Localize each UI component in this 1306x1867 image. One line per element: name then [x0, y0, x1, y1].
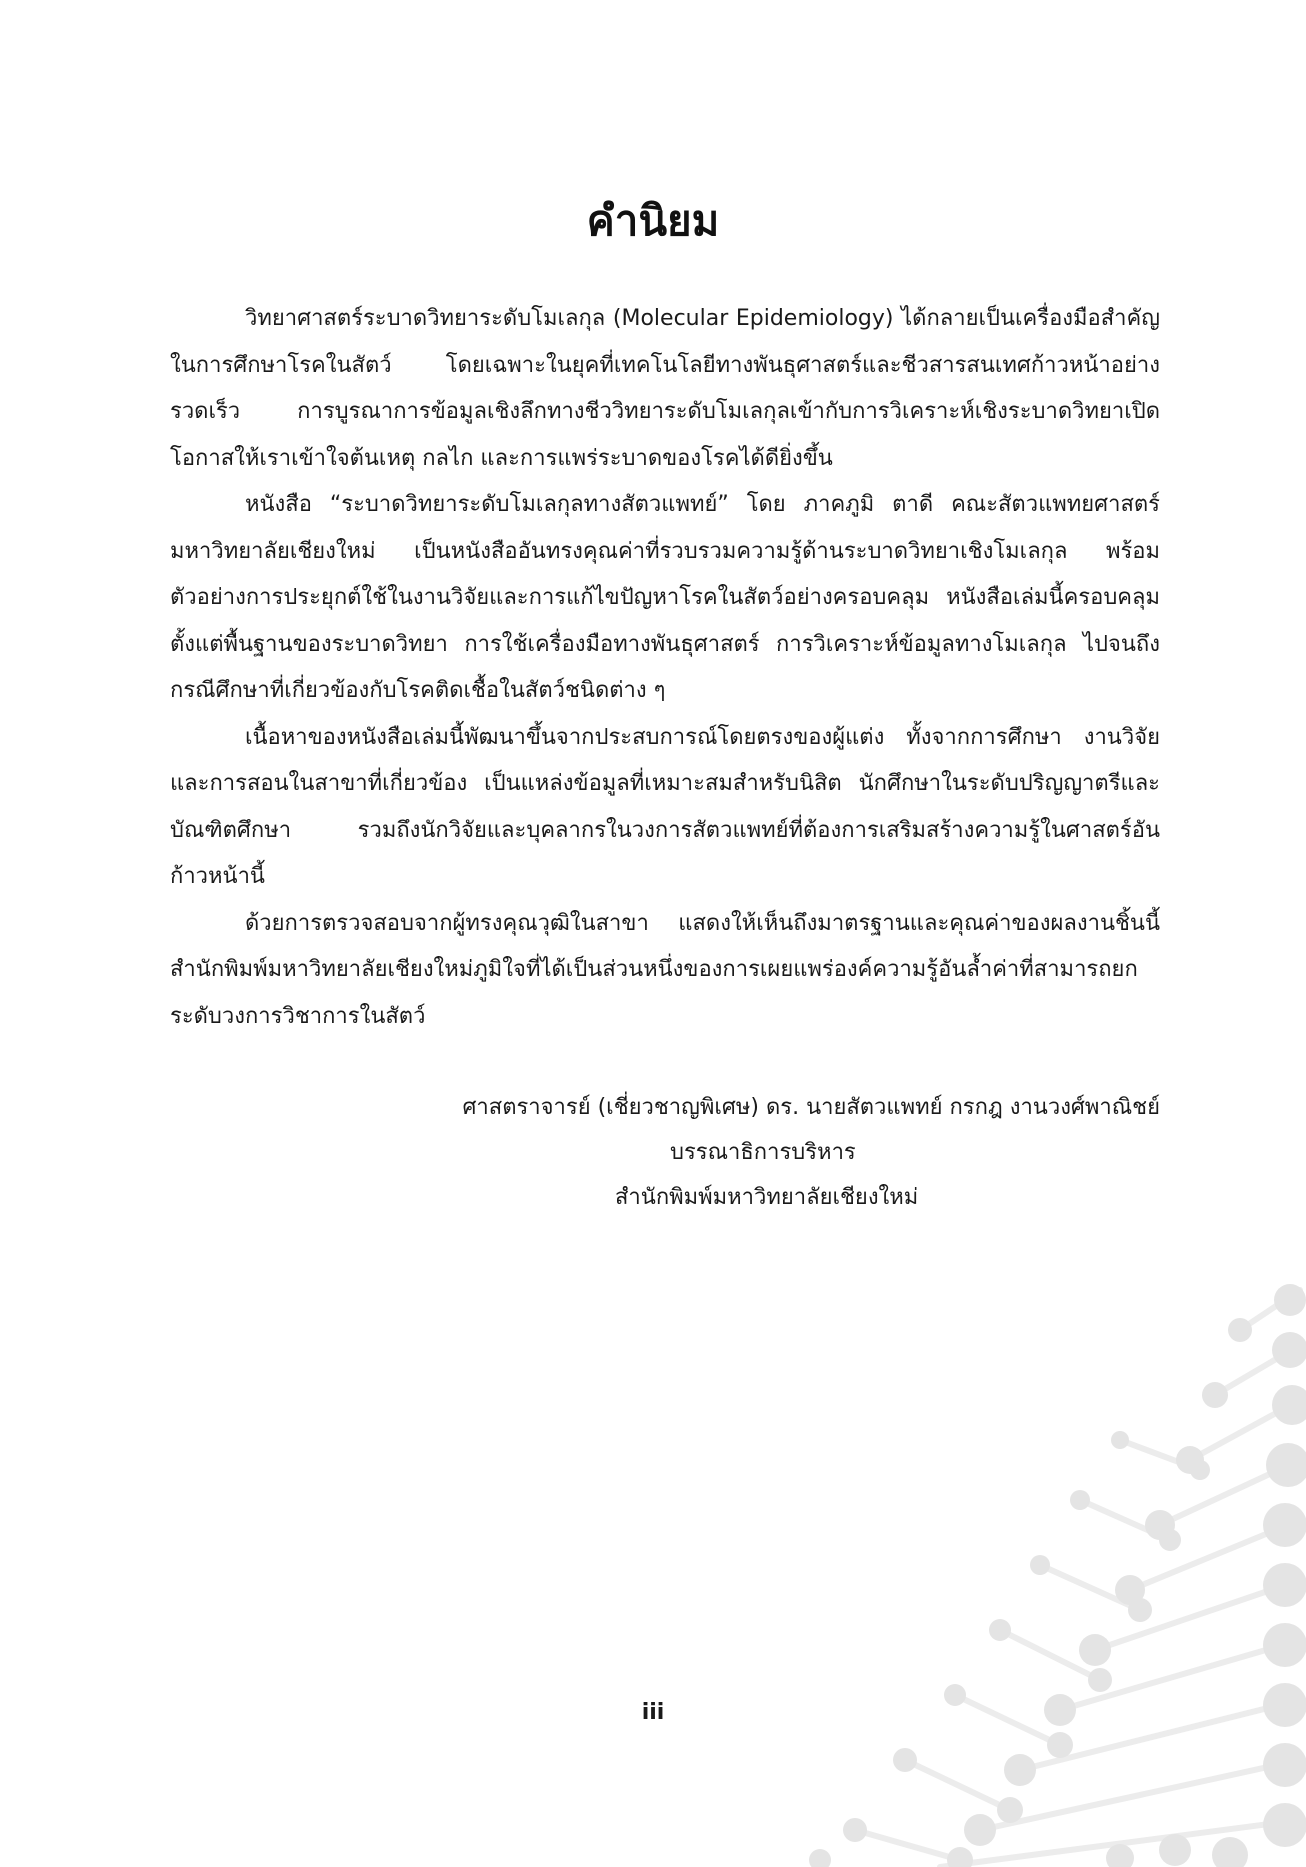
signature-block	[0, 1085, 1160, 1210]
paragraph: ด้วยการตรวจสอบจากผู้ทรงคุณวุฒิในสาขา แสดงให้เห็นถึงมาตรฐานและคุณค่าของผลงานชิ้นนี้ สำนักพิมพ์มหาวิทยาลัยเชียงใหม่ภูมิใจที่ได้เป็นส่วนหนึ่งของการเผยแพร่องค์ความรู้อันล้ำค่าที่สามารถยกระดับวงการวิชาการในสัตว์	[170, 910, 1160, 1029]
page-title: คำนิยม	[586, 196, 720, 245]
paragraph: เนื้อหาของหนังสือเล่มนี้พัฒนาขึ้นจากประสบการณ์โดยตรงของผู้แต่ง ทั้งจากการศึกษา งานวิจัย และการสอนในสาขาที่เกี่ยวข้อง เป็นแหล่งข้อมูลที่เหมาะสมสำหรับนิสิต นักศึกษาในระดับปริญญาตรีและบัณฑิตศึกษา รวมถึงนักวิจัยและบุคลากรในวงการสัตวแพทย์ที่ต้องการเสริมสร้างความรู้ในศาสตร์อันก้าวหน้านี้	[170, 724, 1160, 889]
paragraph: วิทยาศาสตร์ระบาดวิทยาระดับโมเลกุล (Molecular Epidemiology) ได้กลายเป็นเครื่องมือสำคัญในการศึกษาโรคในสัตว์ โดยเฉพาะในยุคที่เทคโนโลยีทางพันธุศาสตร์และชีวสารสนเทศก้าวหน้าอย่างรวดเร็ว การบูรณาการข้อมูลเชิงลึกทางชีววิทยาระดับโมเลกุลเข้ากับการวิเคราะห์เชิงระบาดวิทยาเปิดโอกาสให้เราเข้าใจต้นเหตุ กลไก และการแพร่ระบาดของโรคได้ดียิ่งขึ้น	[170, 306, 1160, 471]
signer-name: ศาสตราจารย์ (เชี่ยวชาญพิเศษ) ดร. นายสัตวแพทย์ กรกฎ งานวงศ์พาณิชย์	[462, 1095, 1160, 1120]
foreword-body	[170, 296, 1160, 1040]
signer-organization: สำนักพิมพ์มหาวิทยาลัยเชียงใหม่	[615, 1185, 919, 1210]
signer-position: บรรณาธิการบริหาร	[670, 1140, 856, 1165]
paragraph: หนังสือ “ระบาดวิทยาระดับโมเลกุลทางสัตวแพทย์” โดย ภาคภูมิ ตาดี คณะสัตวแพทยศาสตร์ มหาวิทยาลัยเชียงใหม่ เป็นหนังสืออันทรงคุณค่าที่รวบรวมความรู้ด้านระบาดวิทยาเชิงโมเลกุล พร้อมตัวอย่างการประยุกต์ใช้ในงานวิจัยและการแก้ไขปัญหาโรคในสัตว์อย่างครอบคลุม หนังสือเล่มนี้ครอบคลุมตั้งแต่พื้นฐานของระบาดวิทยา การใช้เครื่องมือทางพันธุศาสตร์ การวิเคราะห์ข้อมูลทางโมเลกุล ไปจนถึงกรณีศึกษาที่เกี่ยวข้องกับโรคติดเชื้อในสัตว์ชนิดต่าง ๆ	[170, 492, 1160, 703]
page-number: iii	[641, 1700, 665, 1725]
